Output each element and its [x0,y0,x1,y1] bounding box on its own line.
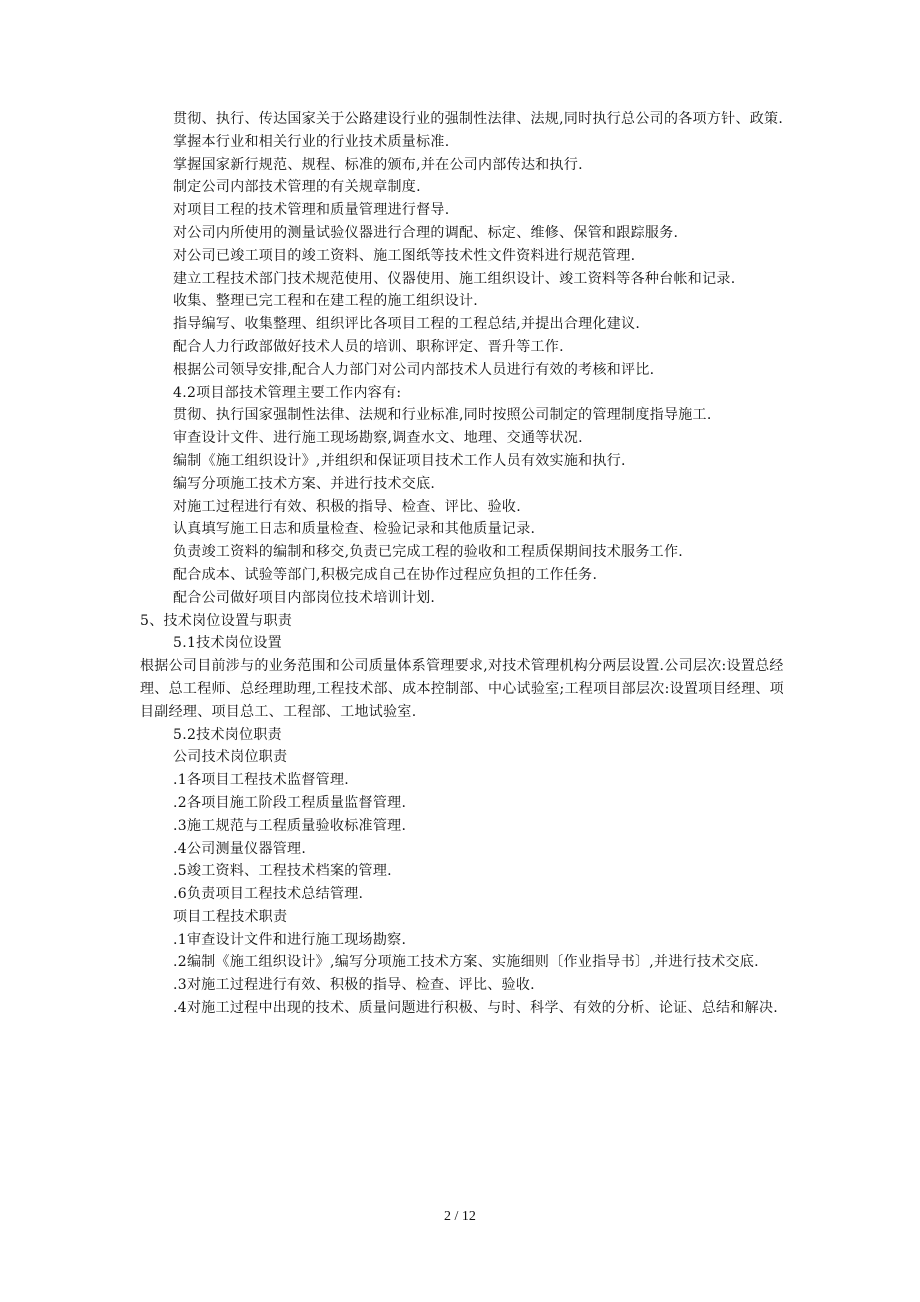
paragraph: 编写分项施工技术方案、并进行技术交底. [173,475,436,492]
paragraph: 掌握本行业和相关行业的行业技术质量标准. [173,133,450,150]
list-item: .1审查设计文件和进行施工现场勘察. [173,931,407,948]
list-item: .4对施工过程中出现的技术、质量问题进行积极、与时、科学、有效的分析、论证、总结和解决. [173,1000,779,1017]
paragraph: 制定公司内部技术管理的有关规章制度. [173,179,421,196]
list-item: .3对施工过程进行有效、积极的指导、检查、评比、验收. [173,977,535,994]
paragraph: 收集、整理已完工程和在建工程的施工组织设计. [173,293,479,310]
paragraph: 认真填写施工日志和质量检查、检验记录和其他质量记录. [173,521,536,538]
paragraph: 对施工过程进行有效、积极的指导、检查、评比、验收. [173,498,521,515]
list-item: .1各项目工程技术监督管理. [173,772,350,789]
page-number: 2 / 12 [444,1209,476,1224]
section-heading-4-2: 4.2项目部技术管理主要工作内容有: [173,384,402,401]
paragraph: 贯彻、执行国家强制性法律、法规和行业标准,同时按照公司制定的管理制度指导施工. [173,407,712,424]
subheading-project-duties: 项目工程技术职责 [173,908,288,925]
paragraph: 根据公司领导安排,配合人力部门对公司内部技术人员进行有效的考核和评比. [173,361,655,378]
paragraph: 对项目工程的技术管理和质量管理进行督导. [173,202,450,219]
paragraph: 掌握国家新行规范、规程、标准的颁布,并在公司内部传达和执行. [173,156,583,173]
paragraph: 贯彻、执行、传达国家关于公路建设行业的强制性法律、法规,同时执行总公司的各项方针、政策. [173,111,784,127]
paragraph: 负责竣工资料的编制和移交,负责已完成工程的验收和工程质保期间技术服务工作. [173,544,683,561]
list-item: .2各项目施工阶段工程质量监督管理. [173,794,407,811]
section-heading-5-1: 5.1技术岗位设置 [173,635,282,652]
list-item: .2编制《施工组织设计》,编写分项施工技术方案、实施细则〔作业指导书〕,并进行技术交底. [173,954,759,971]
list-item: .5竣工资料、工程技术档案的管理. [173,863,392,880]
paragraph: 建立工程技术部门技术规范使用、仪器使用、施工组织设计、竣工资料等各种台帐和记录. [173,270,736,287]
paragraph: 根据公司目前涉与的业务范围和公司质量体系管理要求,对技术管理机构分两层设置.公司层次:设置总经理、总工程师、总经理助理,工程技术部、成本控制部、中心试验室;工程项目部层次:设置项目经理、项目副经理、项目总工、工程部、工地试验室. [140,658,784,720]
paragraph: 指导编写、收集整理、组织评比各项目工程的工程总结,并提出合理化建议. [173,316,641,333]
paragraph: 编制《施工组织设计》,并组织和保证项目技术工作人员有效实施和执行. [173,452,626,469]
list-item: .6负责项目工程技术总结管理. [173,886,364,903]
list-item: .3施工规范与工程质量验收标准管理. [173,817,407,834]
subheading-company-duties: 公司技术岗位职责 [173,749,288,766]
list-item: .4公司测量仪器管理. [173,840,307,857]
document-body [140,108,784,1020]
paragraph: 配合公司做好项目内部岗位技术培训计划. [173,589,436,606]
paragraph: 配合成本、试验等部门,积极完成自己在协作过程应负担的工作任务. [173,566,598,583]
section-heading-5-2: 5.2技术岗位职责 [173,726,282,743]
paragraph: 对公司已竣工项目的竣工资料、施工图纸等技术性文件资料进行规范管理. [173,247,636,264]
section-heading-5: 5、技术岗位设置与职责 [140,612,293,629]
paragraph: 对公司内所使用的测量试验仪器进行合理的调配、标定、维修、保管和跟踪服务. [173,224,679,241]
paragraph: 配合人力行政部做好技术人员的培训、职称评定、晋升等工作. [173,338,564,355]
paragraph: 审查设计文件、进行施工现场勘察,调查水文、地理、交通等状况. [173,430,583,447]
